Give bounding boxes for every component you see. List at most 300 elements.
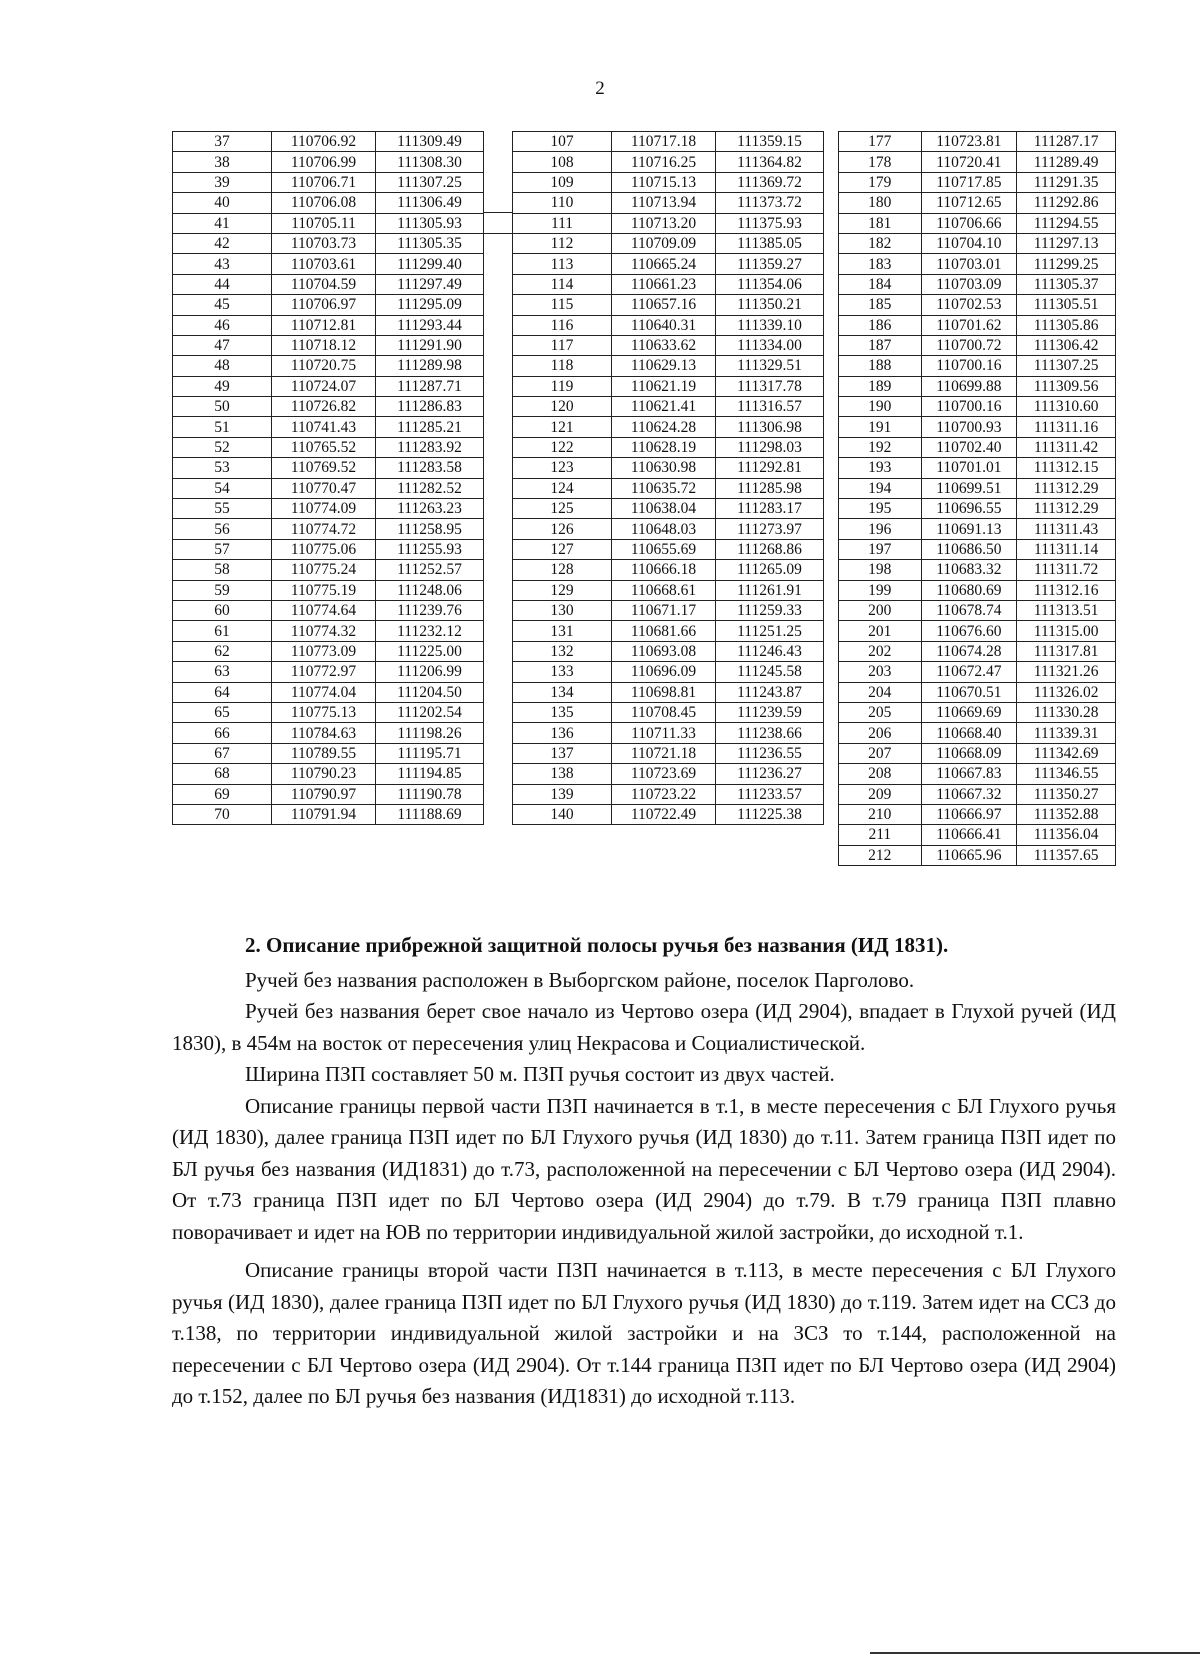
table-row: [839, 519, 1116, 539]
x-coordinate-cell: 110720.41: [921, 152, 1017, 172]
x-coordinate-cell: 110700.16: [921, 397, 1017, 417]
point-number-cell: 210: [839, 804, 922, 824]
y-coordinate-cell: 111309.49: [376, 132, 484, 152]
point-number-cell: 44: [173, 274, 272, 294]
x-coordinate-cell: 110765.52: [272, 437, 376, 457]
paragraph-source: Ручей без названия берет свое начало из Чертово озера (ИД 2904), впадает в Глухой ручей (ИД 1830), в 454м на восток от пересечения улиц Некрасова и Социалистической.: [172, 999, 1116, 1055]
table-row: [173, 560, 484, 580]
table-row: [513, 499, 824, 519]
table-row: [513, 397, 824, 417]
coordinate-table-left: [172, 131, 484, 825]
table-row: [173, 743, 484, 763]
table-row: [513, 295, 824, 315]
y-coordinate-cell: 111330.28: [1017, 702, 1116, 722]
point-number-cell: 186: [839, 315, 922, 335]
table-row: [839, 784, 1116, 804]
x-coordinate-cell: 110696.09: [612, 662, 716, 682]
point-number-cell: 200: [839, 600, 922, 620]
point-number-cell: 43: [173, 254, 272, 274]
table-row: [173, 172, 484, 192]
x-coordinate-cell: 110775.24: [272, 560, 376, 580]
table-row: [173, 193, 484, 213]
point-number-cell: 51: [173, 417, 272, 437]
x-coordinate-cell: 110691.13: [921, 519, 1017, 539]
table-row: [839, 132, 1116, 152]
y-coordinate-cell: 111195.71: [376, 743, 484, 763]
table-row: [173, 213, 484, 233]
y-coordinate-cell: 111188.69: [376, 804, 484, 824]
y-coordinate-cell: 111268.86: [716, 539, 824, 559]
table-row: [513, 621, 824, 641]
y-coordinate-cell: 111305.51: [1017, 295, 1116, 315]
y-coordinate-cell: 111287.71: [376, 376, 484, 396]
table-row: [513, 580, 824, 600]
point-number-cell: 53: [173, 458, 272, 478]
y-coordinate-cell: 111283.58: [376, 458, 484, 478]
x-coordinate-cell: 110704.10: [921, 233, 1017, 253]
coordinate-tables: [172, 131, 1116, 903]
table-row: [513, 662, 824, 682]
x-coordinate-cell: 110666.18: [612, 560, 716, 580]
table-row: [173, 458, 484, 478]
x-coordinate-cell: 110784.63: [272, 723, 376, 743]
x-coordinate-cell: 110635.72: [612, 478, 716, 498]
point-number-cell: 205: [839, 702, 922, 722]
x-coordinate-cell: 110667.32: [921, 784, 1017, 804]
y-coordinate-cell: 111204.50: [376, 682, 484, 702]
point-number-cell: 39: [173, 172, 272, 192]
page-number: 2: [595, 78, 605, 99]
y-coordinate-cell: 111334.00: [716, 335, 824, 355]
point-number-cell: 126: [513, 519, 612, 539]
x-coordinate-cell: 110706.08: [272, 193, 376, 213]
table-row: [513, 600, 824, 620]
y-coordinate-cell: 111311.14: [1017, 539, 1116, 559]
table-row: [173, 478, 484, 498]
table-row: [513, 172, 824, 192]
y-coordinate-cell: 111286.83: [376, 397, 484, 417]
x-coordinate-cell: 110715.13: [612, 172, 716, 192]
y-coordinate-cell: 111282.52: [376, 478, 484, 498]
x-coordinate-cell: 110680.69: [921, 580, 1017, 600]
x-coordinate-cell: 110638.04: [612, 499, 716, 519]
table-row: [839, 539, 1116, 559]
y-coordinate-cell: 111356.04: [1017, 825, 1116, 845]
table-row: [173, 682, 484, 702]
point-number-cell: 40: [173, 193, 272, 213]
section-text: [172, 930, 1116, 1413]
table-row: [513, 478, 824, 498]
y-coordinate-cell: 111239.59: [716, 702, 824, 722]
point-number-cell: 202: [839, 641, 922, 661]
x-coordinate-cell: 110701.01: [921, 458, 1017, 478]
point-number-cell: 57: [173, 539, 272, 559]
x-coordinate-cell: 110661.23: [612, 274, 716, 294]
table-row: [839, 274, 1116, 294]
point-number-cell: 128: [513, 560, 612, 580]
point-number-cell: 199: [839, 580, 922, 600]
x-coordinate-cell: 110630.98: [612, 458, 716, 478]
y-coordinate-cell: 111364.82: [716, 152, 824, 172]
table-row: [513, 274, 824, 294]
point-number-cell: 63: [173, 662, 272, 682]
table-row: [513, 437, 824, 457]
point-number-cell: 120: [513, 397, 612, 417]
table-row: [839, 172, 1116, 192]
table-row: [839, 376, 1116, 396]
x-coordinate-cell: 110775.13: [272, 702, 376, 722]
x-coordinate-cell: 110741.43: [272, 417, 376, 437]
y-coordinate-cell: 111245.58: [716, 662, 824, 682]
x-coordinate-cell: 110713.20: [612, 213, 716, 233]
y-coordinate-cell: 111252.57: [376, 560, 484, 580]
table-row: [839, 254, 1116, 274]
y-coordinate-cell: 111292.86: [1017, 193, 1116, 213]
y-coordinate-cell: 111190.78: [376, 784, 484, 804]
x-coordinate-cell: 110722.49: [612, 804, 716, 824]
table-row: [513, 641, 824, 661]
y-coordinate-cell: 111317.78: [716, 376, 824, 396]
x-coordinate-cell: 110791.94: [272, 804, 376, 824]
x-coordinate-cell: 110789.55: [272, 743, 376, 763]
x-coordinate-cell: 110700.93: [921, 417, 1017, 437]
x-coordinate-cell: 110667.83: [921, 764, 1017, 784]
point-number-cell: 182: [839, 233, 922, 253]
x-coordinate-cell: 110708.45: [612, 702, 716, 722]
point-number-cell: 45: [173, 295, 272, 315]
table-row: [839, 662, 1116, 682]
point-number-cell: 177: [839, 132, 922, 152]
point-number-cell: 194: [839, 478, 922, 498]
table-row: [173, 784, 484, 804]
y-coordinate-cell: 111273.97: [716, 519, 824, 539]
x-coordinate-cell: 110668.40: [921, 723, 1017, 743]
table-row: [513, 764, 824, 784]
table-row: [513, 743, 824, 763]
y-coordinate-cell: 111255.93: [376, 539, 484, 559]
y-coordinate-cell: 111292.81: [716, 458, 824, 478]
x-coordinate-cell: 110774.32: [272, 621, 376, 641]
x-coordinate-cell: 110669.69: [921, 702, 1017, 722]
x-coordinate-cell: 110769.52: [272, 458, 376, 478]
point-number-cell: 183: [839, 254, 922, 274]
point-number-cell: 70: [173, 804, 272, 824]
table-row: [173, 315, 484, 335]
point-number-cell: 109: [513, 172, 612, 192]
table-row: [839, 356, 1116, 376]
table-row: [173, 600, 484, 620]
x-coordinate-cell: 110698.81: [612, 682, 716, 702]
table-row: [839, 213, 1116, 233]
x-coordinate-cell: 110720.75: [272, 356, 376, 376]
point-number-cell: 114: [513, 274, 612, 294]
y-coordinate-cell: 111339.10: [716, 315, 824, 335]
table-row: [839, 621, 1116, 641]
y-coordinate-cell: 111339.31: [1017, 723, 1116, 743]
point-number-cell: 138: [513, 764, 612, 784]
x-coordinate-cell: 110772.97: [272, 662, 376, 682]
y-coordinate-cell: 111236.55: [716, 743, 824, 763]
point-number-cell: 131: [513, 621, 612, 641]
table-row: [173, 356, 484, 376]
table-row: [839, 295, 1116, 315]
x-coordinate-cell: 110683.32: [921, 560, 1017, 580]
y-coordinate-cell: 111350.21: [716, 295, 824, 315]
point-number-cell: 111: [513, 213, 612, 233]
y-coordinate-cell: 111305.35: [376, 233, 484, 253]
point-number-cell: 61: [173, 621, 272, 641]
point-number-cell: 211: [839, 825, 922, 845]
table-row: [173, 580, 484, 600]
point-number-cell: 185: [839, 295, 922, 315]
x-coordinate-cell: 110678.74: [921, 600, 1017, 620]
point-number-cell: 116: [513, 315, 612, 335]
table-row: [513, 152, 824, 172]
x-coordinate-cell: 110724.07: [272, 376, 376, 396]
x-coordinate-cell: 110706.71: [272, 172, 376, 192]
y-coordinate-cell: 111308.30: [376, 152, 484, 172]
x-coordinate-cell: 110699.88: [921, 376, 1017, 396]
y-coordinate-cell: 111259.33: [716, 600, 824, 620]
x-coordinate-cell: 110665.96: [921, 845, 1017, 865]
y-coordinate-cell: 111291.90: [376, 335, 484, 355]
point-number-cell: 58: [173, 560, 272, 580]
x-coordinate-cell: 110774.04: [272, 682, 376, 702]
point-number-cell: 125: [513, 499, 612, 519]
point-number-cell: 107: [513, 132, 612, 152]
point-number-cell: 134: [513, 682, 612, 702]
point-number-cell: 208: [839, 764, 922, 784]
x-coordinate-cell: 110629.13: [612, 356, 716, 376]
point-number-cell: 137: [513, 743, 612, 763]
table-row: [839, 152, 1116, 172]
point-number-cell: 115: [513, 295, 612, 315]
table-row: [173, 335, 484, 355]
point-number-cell: 189: [839, 376, 922, 396]
y-coordinate-cell: 111295.09: [376, 295, 484, 315]
table-row: [839, 560, 1116, 580]
y-coordinate-cell: 111305.37: [1017, 274, 1116, 294]
table-row: [173, 397, 484, 417]
y-coordinate-cell: 111283.17: [716, 499, 824, 519]
table-row: [513, 193, 824, 213]
y-coordinate-cell: 111326.02: [1017, 682, 1116, 702]
x-coordinate-cell: 110705.11: [272, 213, 376, 233]
table-row: [173, 233, 484, 253]
point-number-cell: 48: [173, 356, 272, 376]
y-coordinate-cell: 111312.29: [1017, 478, 1116, 498]
x-coordinate-cell: 110721.18: [612, 743, 716, 763]
y-coordinate-cell: 111306.49: [376, 193, 484, 213]
y-coordinate-cell: 111305.93: [376, 213, 484, 233]
table-row: [513, 560, 824, 580]
table-row: [839, 743, 1116, 763]
x-coordinate-cell: 110717.18: [612, 132, 716, 152]
x-coordinate-cell: 110657.16: [612, 295, 716, 315]
table-row: [839, 233, 1116, 253]
x-coordinate-cell: 110773.09: [272, 641, 376, 661]
y-coordinate-cell: 111194.85: [376, 764, 484, 784]
y-coordinate-cell: 111350.27: [1017, 784, 1116, 804]
table-row: [513, 376, 824, 396]
table-row: [173, 499, 484, 519]
table-row: [173, 662, 484, 682]
y-coordinate-cell: 111310.60: [1017, 397, 1116, 417]
table-row: [839, 478, 1116, 498]
table-row: [173, 132, 484, 152]
y-coordinate-cell: 111346.55: [1017, 764, 1116, 784]
y-coordinate-cell: 111285.98: [716, 478, 824, 498]
point-number-cell: 59: [173, 580, 272, 600]
y-coordinate-cell: 111243.87: [716, 682, 824, 702]
y-coordinate-cell: 111316.57: [716, 397, 824, 417]
y-coordinate-cell: 111307.25: [376, 172, 484, 192]
table-row: [173, 152, 484, 172]
table-row: [513, 233, 824, 253]
point-number-cell: 42: [173, 233, 272, 253]
paragraph-first-part: Описание границы первой части ПЗП начинается в т.1, в месте пересечения с БЛ Глухого ручья (ИД 1830), далее граница ПЗП идет по БЛ Глухого ручья (ИД 1830) до т.11. Затем граница ПЗП идет по БЛ ручья без названия (ИД1831) до т.73, расположенной на пересечении с БЛ Чертово озера (ИД 2904). От т.73 граница ПЗП идет по БЛ Чертово озера (ИД 2904) до т.79. В т.79 граница ПЗП плавно поворачивает и идет на ЮВ по территории индивидуальной жилой застройки, до исходной т.1.: [172, 1093, 1116, 1244]
y-coordinate-cell: 111329.51: [716, 356, 824, 376]
x-coordinate-cell: 110712.81: [272, 315, 376, 335]
x-coordinate-cell: 110700.16: [921, 356, 1017, 376]
y-coordinate-cell: 111232.12: [376, 621, 484, 641]
y-coordinate-cell: 111225.38: [716, 804, 824, 824]
point-number-cell: 179: [839, 172, 922, 192]
table-row: [839, 845, 1116, 865]
point-number-cell: 192: [839, 437, 922, 457]
point-number-cell: 135: [513, 702, 612, 722]
y-coordinate-cell: 111311.42: [1017, 437, 1116, 457]
y-coordinate-cell: 111315.00: [1017, 621, 1116, 641]
table-row: [173, 254, 484, 274]
y-coordinate-cell: 111202.54: [376, 702, 484, 722]
coordinate-table-right: [838, 131, 1116, 866]
x-coordinate-cell: 110628.19: [612, 437, 716, 457]
point-number-cell: 108: [513, 152, 612, 172]
paragraph-second-part: Описание границы второй части ПЗП начинается в т.113, в месте пересечения с БЛ Глухого ручья (ИД 1830), далее граница ПЗП идет по БЛ Глухого ручья (ИД 1830) до т.119. Затем идет на ССЗ до т.138, по территории индивидуальной жилой застройки и на ЗСЗ то т.144, расположенной на пересечении с БЛ Чертово озера (ИД 2904). От т.144 граница ПЗП идет по БЛ Чертово озера (ИД 2904) до т.152, далее по БЛ ручья без названия (ИД1831) до исходной т.113.: [172, 1258, 1116, 1408]
point-number-cell: 38: [173, 152, 272, 172]
point-number-cell: 178: [839, 152, 922, 172]
point-number-cell: 132: [513, 641, 612, 661]
point-number-cell: 129: [513, 580, 612, 600]
x-coordinate-cell: 110790.23: [272, 764, 376, 784]
table-row: [839, 580, 1116, 600]
table-row: [513, 539, 824, 559]
x-coordinate-cell: 110681.66: [612, 621, 716, 641]
y-coordinate-cell: 111311.16: [1017, 417, 1116, 437]
x-coordinate-cell: 110706.66: [921, 213, 1017, 233]
point-number-cell: 130: [513, 600, 612, 620]
table-row: [839, 641, 1116, 661]
table-row: [173, 539, 484, 559]
x-coordinate-cell: 110696.55: [921, 499, 1017, 519]
table-row: [839, 335, 1116, 355]
point-number-cell: 181: [839, 213, 922, 233]
y-coordinate-cell: 111312.15: [1017, 458, 1116, 478]
table-row: [513, 356, 824, 376]
point-number-cell: 195: [839, 499, 922, 519]
x-coordinate-cell: 110723.69: [612, 764, 716, 784]
table-row: [173, 764, 484, 784]
point-number-cell: 55: [173, 499, 272, 519]
point-number-cell: 123: [513, 458, 612, 478]
y-coordinate-cell: 111299.40: [376, 254, 484, 274]
table-row: [839, 458, 1116, 478]
y-coordinate-cell: 111309.56: [1017, 376, 1116, 396]
y-coordinate-cell: 111287.17: [1017, 132, 1116, 152]
y-coordinate-cell: 111375.93: [716, 213, 824, 233]
table-row: [513, 804, 824, 824]
point-number-cell: 188: [839, 356, 922, 376]
table-row: [173, 417, 484, 437]
y-coordinate-cell: 111306.42: [1017, 335, 1116, 355]
table-row: [513, 702, 824, 722]
y-coordinate-cell: 111225.00: [376, 641, 484, 661]
table-row: [513, 458, 824, 478]
x-coordinate-cell: 110774.64: [272, 600, 376, 620]
x-coordinate-cell: 110670.51: [921, 682, 1017, 702]
x-coordinate-cell: 110774.09: [272, 499, 376, 519]
point-number-cell: 139: [513, 784, 612, 804]
x-coordinate-cell: 110621.19: [612, 376, 716, 396]
x-coordinate-cell: 110699.51: [921, 478, 1017, 498]
y-coordinate-cell: 111369.72: [716, 172, 824, 192]
table-row: [839, 417, 1116, 437]
y-coordinate-cell: 111236.27: [716, 764, 824, 784]
paragraph-location: Ручей без названия расположен в Выборгском районе, поселок Парголово.: [245, 967, 915, 992]
point-number-cell: 54: [173, 478, 272, 498]
point-number-cell: 47: [173, 335, 272, 355]
x-coordinate-cell: 110676.60: [921, 621, 1017, 641]
point-number-cell: 46: [173, 315, 272, 335]
y-coordinate-cell: 111263.23: [376, 499, 484, 519]
y-coordinate-cell: 111238.66: [716, 723, 824, 743]
x-coordinate-cell: 110666.97: [921, 804, 1017, 824]
x-coordinate-cell: 110706.97: [272, 295, 376, 315]
x-coordinate-cell: 110723.22: [612, 784, 716, 804]
point-number-cell: 49: [173, 376, 272, 396]
y-coordinate-cell: 111248.06: [376, 580, 484, 600]
x-coordinate-cell: 110703.01: [921, 254, 1017, 274]
y-coordinate-cell: 111385.05: [716, 233, 824, 253]
y-coordinate-cell: 111313.51: [1017, 600, 1116, 620]
point-number-cell: 112: [513, 233, 612, 253]
y-coordinate-cell: 111306.98: [716, 417, 824, 437]
table-row: [839, 600, 1116, 620]
point-number-cell: 127: [513, 539, 612, 559]
point-number-cell: 124: [513, 478, 612, 498]
coordinate-table-middle: [512, 131, 824, 825]
point-number-cell: 184: [839, 274, 922, 294]
point-number-cell: 203: [839, 662, 922, 682]
y-coordinate-cell: 111352.88: [1017, 804, 1116, 824]
point-number-cell: 180: [839, 193, 922, 213]
x-coordinate-cell: 110693.08: [612, 641, 716, 661]
y-coordinate-cell: 111373.72: [716, 193, 824, 213]
y-coordinate-cell: 111198.26: [376, 723, 484, 743]
table-row: [513, 682, 824, 702]
point-number-cell: 212: [839, 845, 922, 865]
x-coordinate-cell: 110672.47: [921, 662, 1017, 682]
y-coordinate-cell: 111307.25: [1017, 356, 1116, 376]
y-coordinate-cell: 111289.49: [1017, 152, 1116, 172]
y-coordinate-cell: 111291.35: [1017, 172, 1116, 192]
table-row: [173, 437, 484, 457]
point-number-cell: 207: [839, 743, 922, 763]
y-coordinate-cell: 111311.72: [1017, 560, 1116, 580]
x-coordinate-cell: 110775.06: [272, 539, 376, 559]
point-number-cell: 60: [173, 600, 272, 620]
